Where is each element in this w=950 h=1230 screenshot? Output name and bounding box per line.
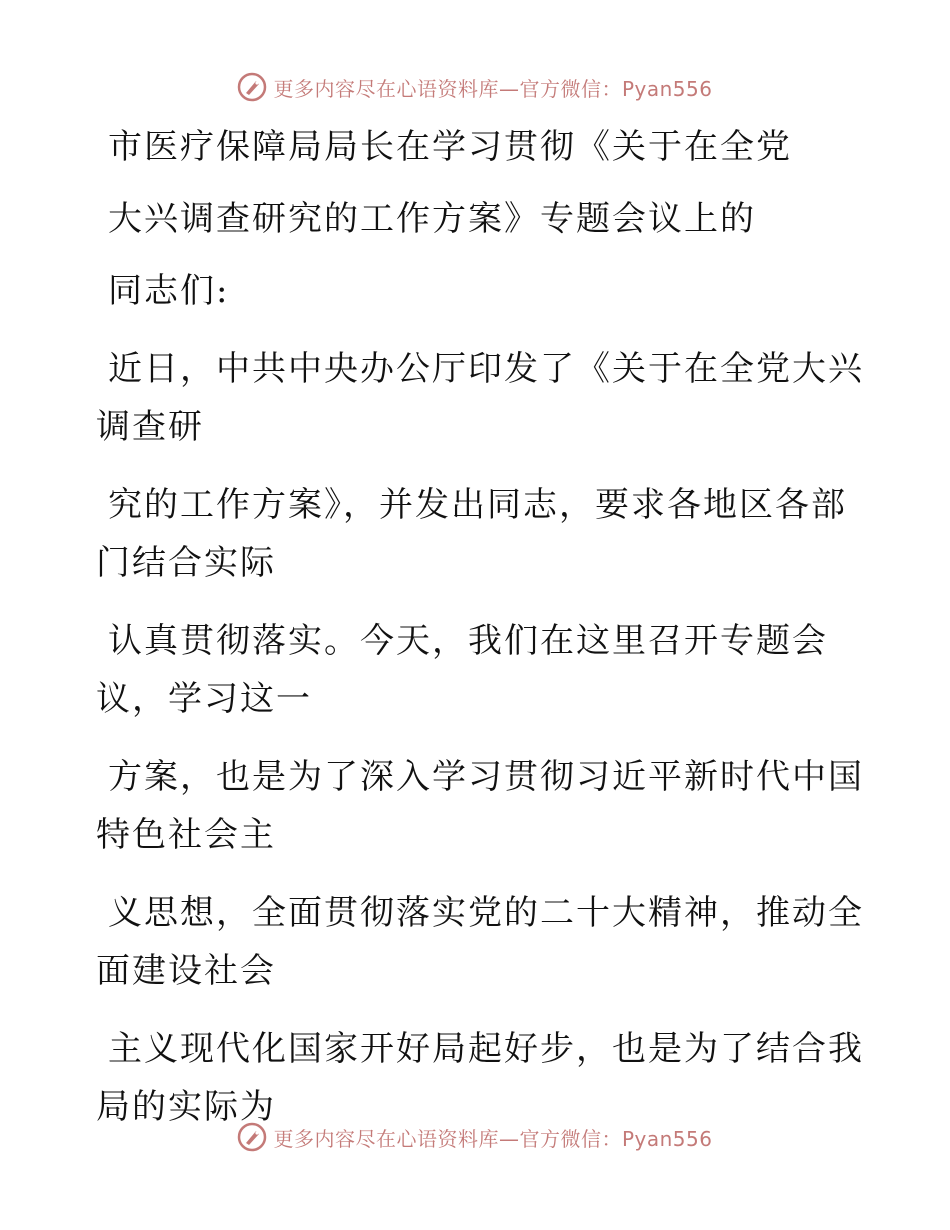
paragraph xyxy=(96,748,864,864)
paragraph xyxy=(96,884,864,1000)
paragraph-line: 究的工作方案》，并发出同志，要求各地区各部 xyxy=(108,485,847,525)
paragraph-line: 认真贯彻落实。今天，我们在这里召开专题会 xyxy=(108,621,828,661)
paragraph-line: 特色社会主 xyxy=(96,815,276,855)
paragraph-line: 局的实际为 xyxy=(96,1087,276,1127)
document-title-line: 市医疗保障局局长在学习贯彻《关于在全党 xyxy=(108,127,792,167)
paragraph-line: 调查研 xyxy=(96,407,204,447)
paragraph xyxy=(96,476,847,592)
paragraph-line: 门结合实际 xyxy=(96,543,276,583)
footer-watermark xyxy=(0,1122,950,1152)
document-body xyxy=(96,118,864,1136)
watermark-text: 更多内容尽在心语资料库—官方微信：Pyan556 xyxy=(273,1126,713,1151)
document-title-line: 大兴调查研究的工作方案》专题会议上的 xyxy=(108,199,756,239)
paragraph xyxy=(96,612,836,728)
watermark-text: 更多内容尽在心语资料库—官方微信：Pyan556 xyxy=(273,76,713,101)
pen-nib-logo-icon xyxy=(237,1122,267,1152)
pen-nib-logo-icon xyxy=(237,72,267,102)
paragraph-line: 近日，中共中央办公厅印发了《关于在全党大兴 xyxy=(108,349,864,389)
paragraph xyxy=(96,1020,864,1136)
paragraph-line: 议，学习这一 xyxy=(96,679,312,719)
paragraph-line: 义思想，全面贯彻落实党的二十大精神，推动全 xyxy=(108,893,864,933)
paragraph-line: 面建设社会 xyxy=(96,951,276,991)
paragraph-line: 主义现代化国家开好局起好步，也是为了结合我 xyxy=(108,1029,864,1069)
header-watermark xyxy=(0,72,950,102)
paragraph xyxy=(96,340,864,456)
paragraph-line: 方案，也是为了深入学习贯彻习近平新时代中国 xyxy=(108,757,864,797)
salutation: 同志们: xyxy=(108,271,230,311)
